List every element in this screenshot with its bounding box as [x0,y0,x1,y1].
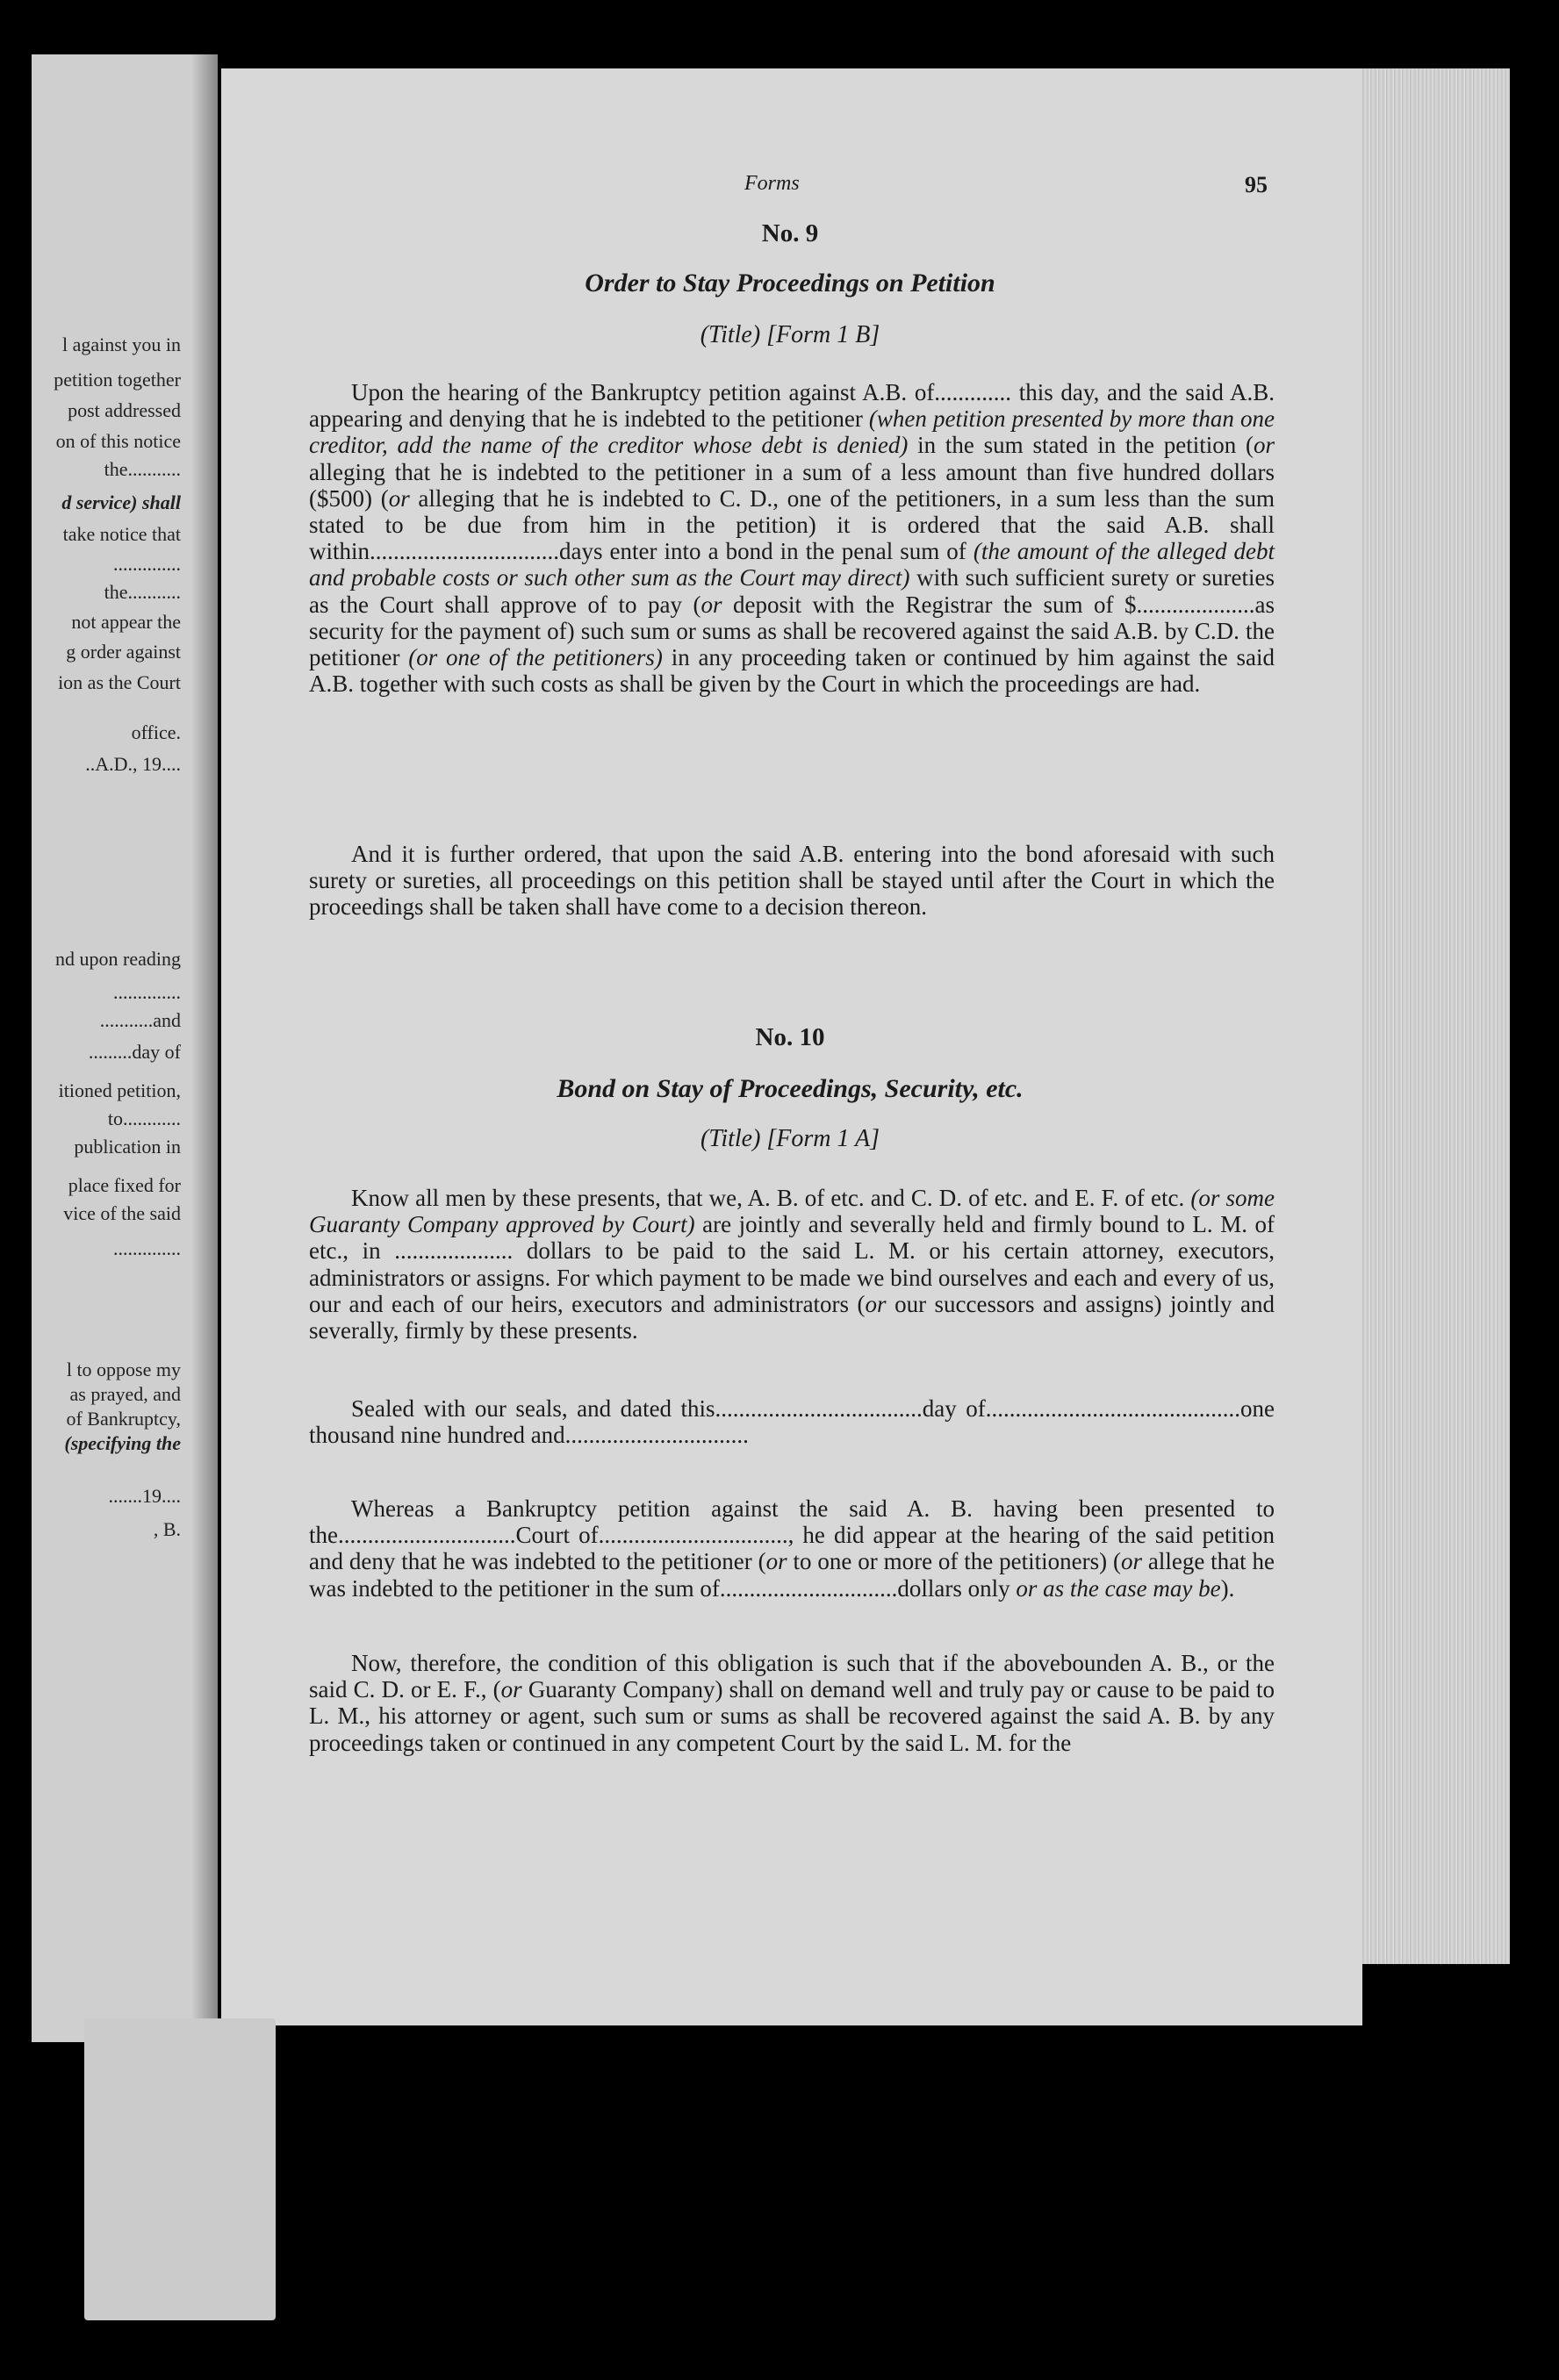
running-head: Forms [744,172,800,195]
left-page-line: nd upon reading [55,948,181,970]
form9-p1-run: alleging that he is indebted to C. D., one of the petitioners, in a sum less than the sum stated to be due from him in the petition) it is ordered that the said A.B. shall within................................days enter into a bond in the penal sum of [309,484,1275,565]
book-page-edges [1362,68,1510,1964]
left-page-line: , B. [153,1518,181,1540]
form10-p3-run: or [765,1548,787,1575]
page-gutter-shadow [191,54,218,2042]
left-page-line: .............. [113,1237,181,1259]
left-page-line: of Bankruptcy, [66,1408,181,1430]
left-page-line: to............ [107,1108,181,1129]
form10-title: Bond on Stay of Proceedings, Security, etc. [557,1074,1024,1103]
form9-p1-run: (the amount of the alleged debt and probable costs or such other sum as the Court may direct) [309,538,1275,591]
left-page-line: as prayed, and [69,1383,181,1405]
form10-p1-run: or [865,1290,887,1317]
form10-paragraph-3 [309,1495,1275,1602]
form10-subtitle: (Title) [Form 1 A] [700,1125,880,1152]
left-page-line: vice of the said [63,1202,181,1224]
left-page-line: not appear the [71,611,181,633]
left-page-line: .............. [113,553,181,575]
form9-title: Order to Stay Proceedings on Petition [585,269,995,298]
left-page-line: d service) shall [61,491,181,513]
left-page-line: .............. [113,981,181,1003]
form10-p1-run: Know all men by these presents, that we, A. B. of etc. and C. D. of etc. and E. F. of etc. [351,1185,1191,1211]
left-facing-page [32,54,218,2042]
form9-paragraph-2: And it is further ordered, that upon the said A.B. entering into the bond aforesaid with such surety or sureties, all proceedings on this petition shall be stayed until after the Court in which the proceedings shall be taken shall have come to a decision thereon. [309,841,1275,921]
left-page-line: place fixed for [68,1174,181,1196]
left-page-line: l against you in [61,333,181,355]
form9-number: No. 9 [761,219,819,247]
form9-p1-run: with such sufficient surety or sureties as the Court shall approve of to pay ( [309,564,1275,618]
form9-subtitle: (Title) [Form 1 B] [700,321,880,348]
form10-p3-run: to one or more of the petitioners) ( [787,1548,1121,1575]
form9-p1-run: deposit with the Registrar the sum of $....................as security for the payment of) such sum or sums as shall be recovered against the said A.B. by C.D. the petitioner [309,591,1275,671]
form9-p1-run: or [700,591,722,618]
left-page-line: office. [131,721,181,743]
form10-p3-run: allege that he was indebted to the petitioner in the sum of..............................dollars only [309,1548,1275,1602]
form10-p1-run: our successors and assigns) jointly and severally, firmly by these presents. [309,1290,1275,1344]
left-page-line: l to oppose my [66,1358,181,1380]
form9-p1-run: or [1253,432,1275,459]
form10-paragraph-2: Sealed with our seals, and dated this...................................day of...........................................one thousand nine hundred and............................... [309,1395,1275,1449]
paper-slip [84,2018,276,2320]
left-page-line: itioned petition, [58,1079,181,1101]
form10-p1-run: are jointly and severally held and firmly bound to L. M. of etc., in .................... dollars to be paid to the said L. M. or his certain attorney, executors, administrators or assigns. For which payment to be made we bind ourselves and each and every of us, our and each of our heirs, executors and administrators ( [309,1211,1275,1317]
page-number: 95 [1245,172,1268,197]
form9-p1-run: in any proceeding taken or continued by him against the said A.B. together with such costs as shall be given by the Court in which the proceedings are had. [309,644,1275,698]
form10-p4-run: Now, therefore, the condition of this obligation is such that if the abovebounden A. B., or the said C. D. or E. F., ( [309,1650,1275,1703]
form9-p1-run: alleging that he is indebted to the petitioner in a sum of a less amount than five hundred dollars ($500) ( [309,458,1275,512]
form10-paragraph-4 [309,1650,1275,1756]
form9-paragraph-1 [309,379,1275,697]
left-page-line: on of this notice [55,430,181,452]
left-page-line: .........day of [88,1041,181,1063]
form9-p1-run: Upon the hearing of the Bankruptcy petition against A.B. of............. this day, and the said A.B. appearing and denying that he is indebted to the petitioner [309,379,1275,433]
form10-p3-run: Whereas a Bankruptcy petition against the said A. B. having been presented to the..............................Court of................................, he did appear at the hearing of the said petition and deny that he was indebted to the petitioner ( [309,1495,1275,1575]
form10-p4-run: or [500,1676,522,1703]
form10-number: No. 10 [755,1023,825,1051]
left-page-line: ..A.D., 19.... [85,753,181,775]
form9-p1-run: or [388,484,410,512]
form10-p1-run: (or some Guaranty Company approved by Court) [309,1185,1275,1238]
form10-paragraph-1 [309,1185,1275,1344]
left-page-line: post addressed [68,399,181,421]
left-page-line: petition together [54,369,181,391]
left-page-line: publication in [74,1136,181,1158]
left-page-line: (specifying the [64,1432,181,1454]
form9-p1-run: in the sum stated in the petition ( [908,432,1254,459]
form9-p1-run: (or one of the petitioners) [408,644,663,671]
form10-p3-run: or [1120,1548,1142,1575]
left-page-line: ion as the Court [58,671,181,693]
form10-p3-run: or as the case may be [1016,1574,1221,1602]
left-page-line: the........... [104,458,181,480]
left-page-line: take notice that [62,523,181,545]
form9-p1-run: (when petition presented by more than one creditor, add the name of the creditor whose debt is denied) [309,405,1275,459]
form10-p4-run: Guaranty Company) shall on demand well and truly pay or cause to be paid to L. M., his attorney or agent, such sum or sums as shall be recovered against the said A. B. by any proceedings taken or continued in any competent Court by the said L. M. for the [309,1676,1275,1756]
left-page-line: g order against [66,641,181,663]
left-page-line: the........... [104,581,181,603]
form10-p3-run: ). [1220,1574,1235,1602]
left-page-line: .......19.... [108,1485,181,1507]
left-page-line: ...........and [99,1009,181,1031]
